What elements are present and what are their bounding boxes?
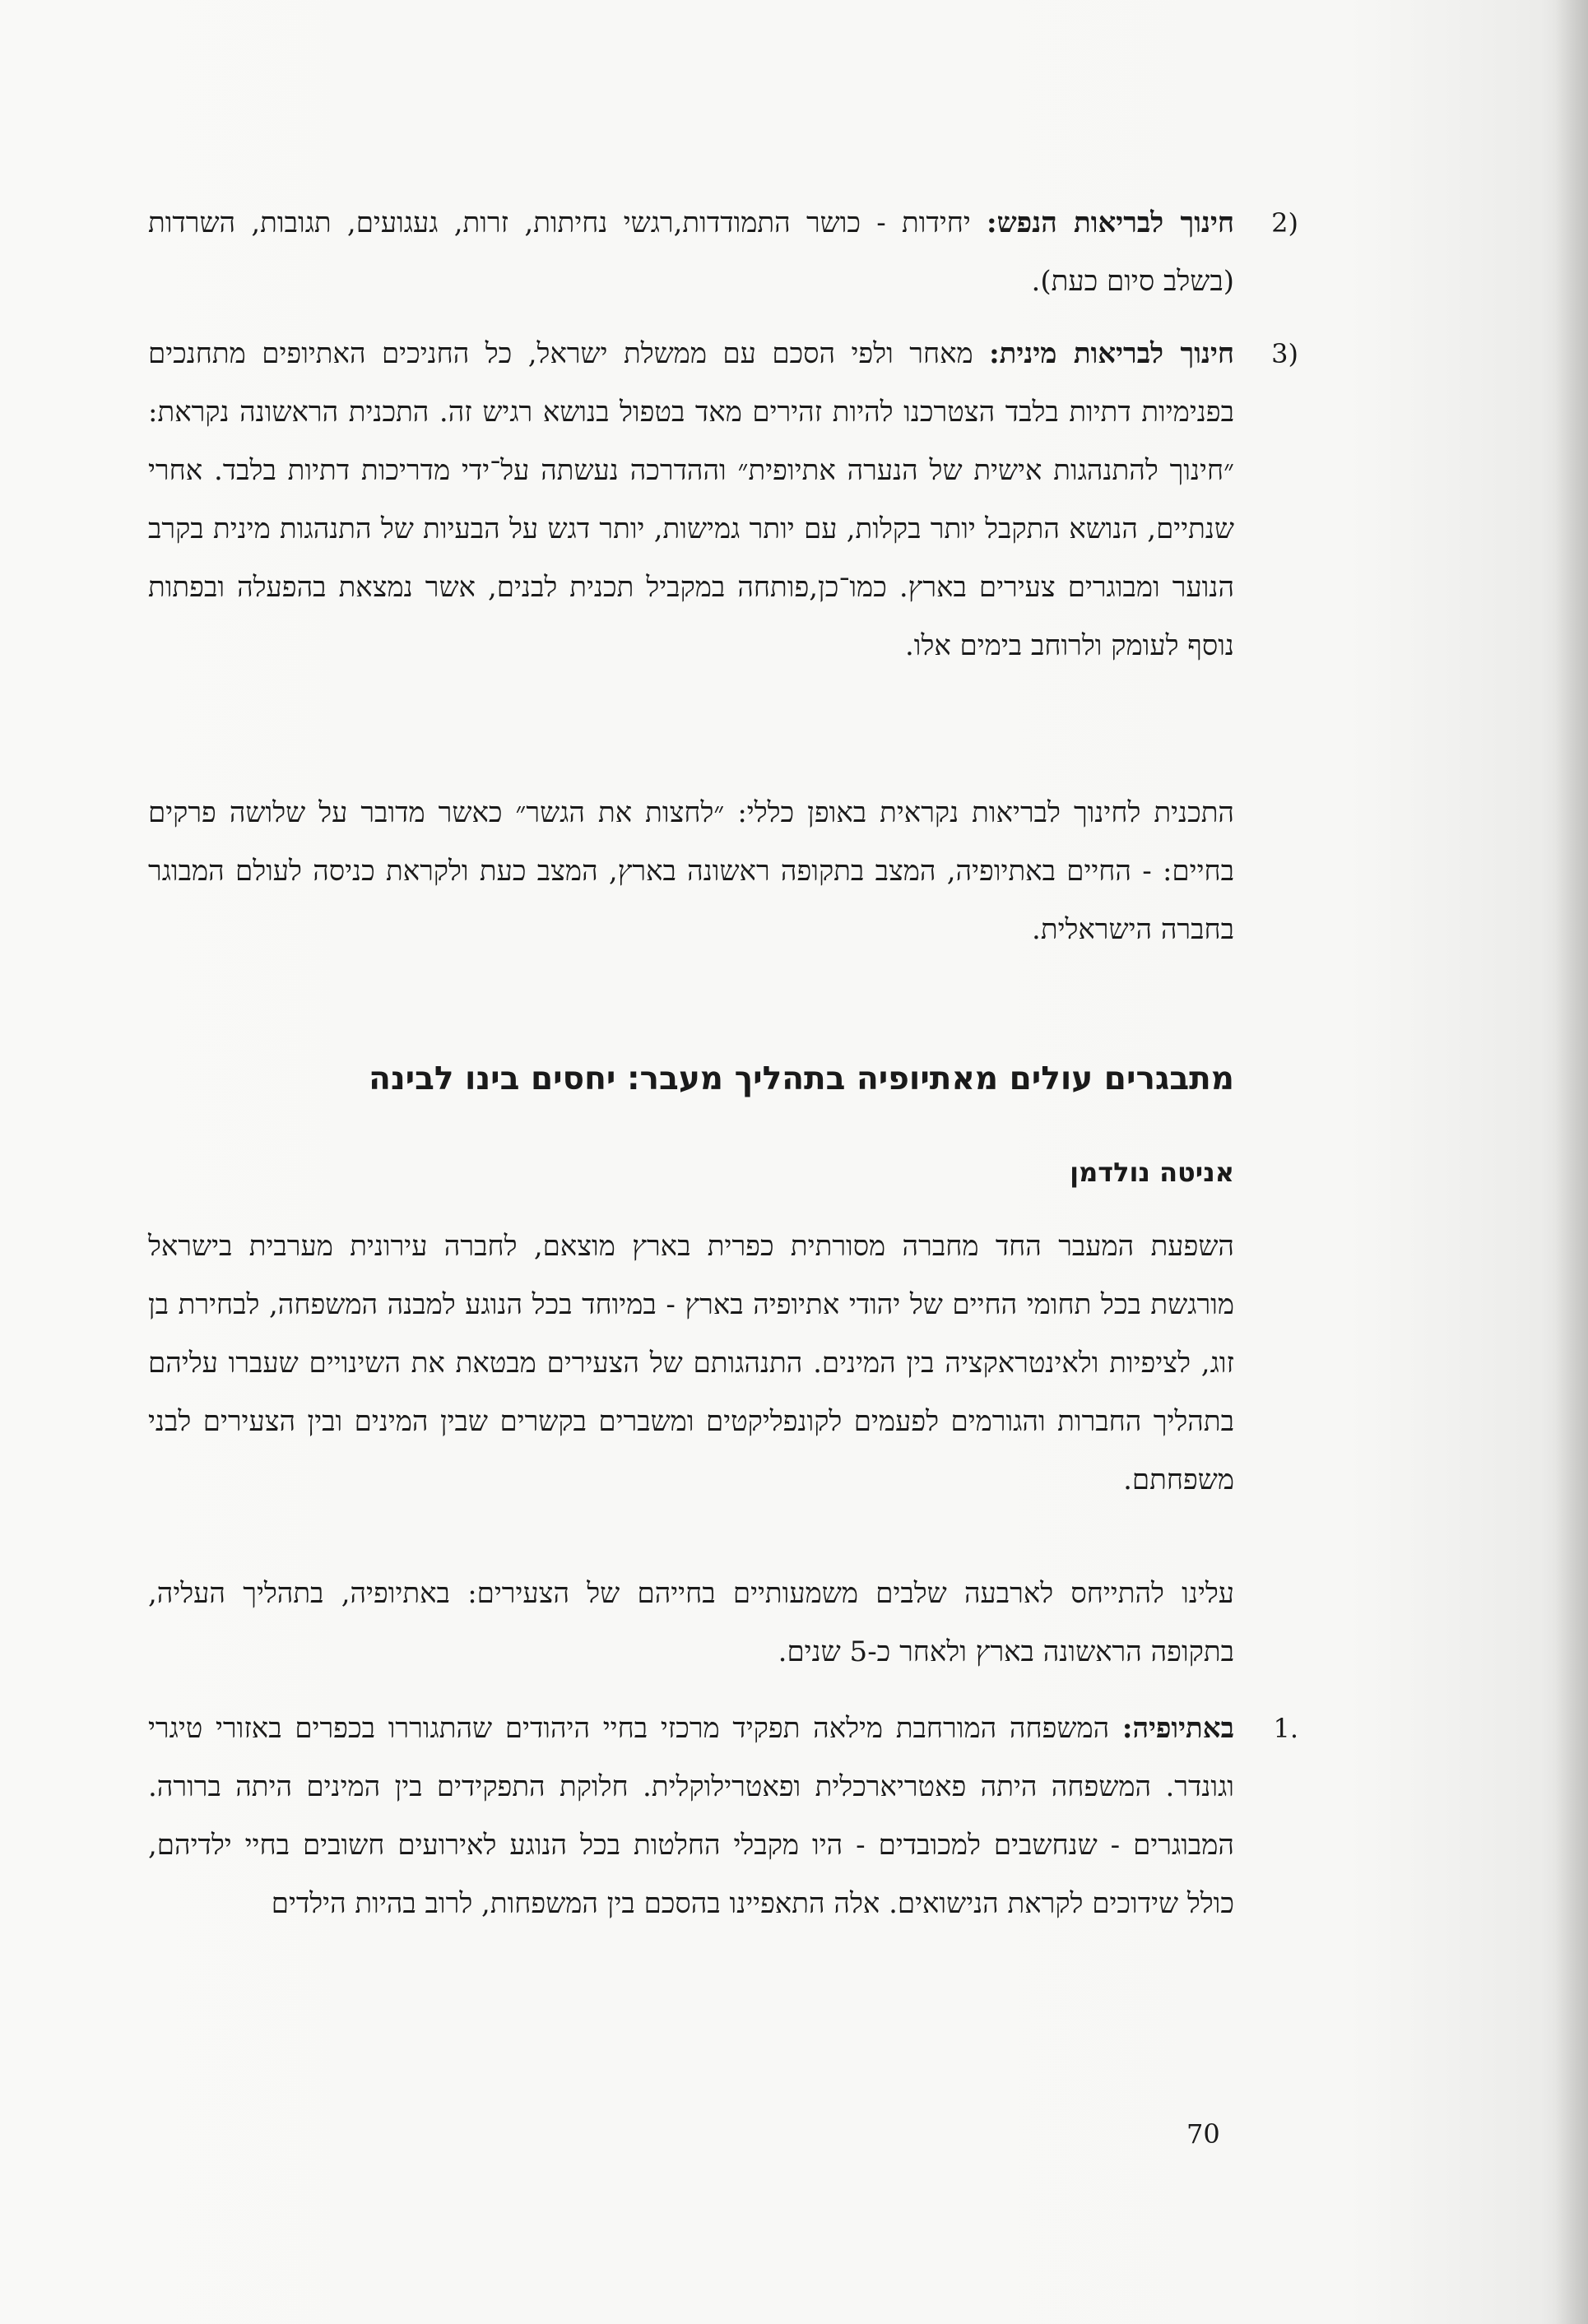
list-item-body bbox=[148, 325, 1234, 675]
body-paragraph: עלינו להתייחס לארבעה שלבים משמעותיים בחייהם של הצעירים: באתיופיה, בתהליך העליה, בתקופה הראשונה בארץ ולאחר כ-5 שנים. bbox=[148, 1577, 1234, 1668]
list-item-body bbox=[148, 1700, 1234, 1933]
list-item-mental-health bbox=[148, 194, 1298, 311]
list-item-lead: באתיופיה: bbox=[1121, 1712, 1234, 1745]
list-item-lead: חינוך לבריאות הנפש: bbox=[987, 206, 1234, 239]
list-item-number: 1. bbox=[1273, 1713, 1298, 1744]
author-name: אניטה נולדמן bbox=[1070, 1157, 1234, 1188]
list-item-lead: חינוך לבריאות מינית: bbox=[989, 337, 1234, 370]
body-paragraph: השפעת המעבר החד מחברה מסורתית כפרית בארץ מוצאם, לחברה עירונית מערבית בישראל מורגשת בכל תחומי החיים של יהודי אתיופיה בארץ - במיוחד בכל הנוגע למבנה המשפחה, לבחירת בן זוג, לציפיות ולאינטראקציה בין המינים. התנהגותם של הצעירים מבטאת את השינויים שעברו עליהם בתהליך החברות והגורמים לפעמים לקונפליקטים ומשברים בקשרים שבין המינים ובין הצעירים לבני משפחתם. bbox=[148, 1230, 1234, 1496]
list-item-ethiopia bbox=[148, 1700, 1298, 1933]
page-number: 70 bbox=[1186, 2118, 1220, 2150]
list-item-text: יחידות - כושר התמודדות,רגשי נחיתות, זרות, געגועים, תגובות, השרדות (בשלב סיום כעת). bbox=[148, 206, 1234, 298]
list-item-number: 2) bbox=[1271, 207, 1298, 239]
section-heading: מתבגרים עולים מאתיופיה בתהליך מעבר: יחסים בינו לבינה bbox=[369, 1060, 1234, 1097]
list-item-text: מאחר ולפי הסכם עם ממשלת ישראל, כל החניכים האתיופים מתחנכים בפנימיות דתיות בלבד הצטרכנו להיות זהירים מאד בטפול בנושא רגיש זה. התכנית הראשונה נקראת: ״חינוך להתנהגות אישית של הנערה אתיופית״ וההדרכה נעשתה על־ידי מדריכות דתיות בלבד. אחרי שנתיים, הנושא התקבל יותר בקלות, עם יותר גמישות, יותר דגש על הבעיות של התנהגות מינית בקרב הנוער ומבוגרים צעירים בארץ. כמו־כן,פותחה במקביל תכנית לבנים, אשר נמצאת בהפעלה ובפתות נוסף לעומק ולרוחב בימים אלו. bbox=[148, 337, 1234, 662]
list-item-number: 3) bbox=[1271, 338, 1298, 369]
list-item-body bbox=[148, 194, 1234, 311]
list-item-text: המשפחה המורחבת מילאה תפקיד מרכזי בחיי היהודים שהתגוררו בכפרים באזורי טיגרי וגונדר. המשפחה היתה פאטריארכלית ופאטרילוקלית. חלוקת התפקידים בין המינים היתה ברורה. המבוגרים - שנחשבים למכובדים - היו מקבלי החלטות בכל הנוגע לאירועים חשובים בחיי ילדיהם, כולל שידוכים לקראת הנישואים. אלה התאפיינו בהסכם בין המשפחות, לרוב בהיות הילדים bbox=[148, 1712, 1235, 1920]
list-item-sexual-health bbox=[148, 325, 1298, 675]
page-edge-shadow bbox=[1555, 0, 1588, 2324]
program-paragraph: התכנית לחינוך לבריאות נקראית באופן כללי: ״לחצות את הגשר״ כאשר מדובר על שלושה פרקים בחיים: - החיים באתיופיה, המצב בתקופה ראשונה בארץ, המצב כעת ולקראת כניסה לעולם המבוגר בחברה הישראלית. bbox=[148, 796, 1234, 946]
